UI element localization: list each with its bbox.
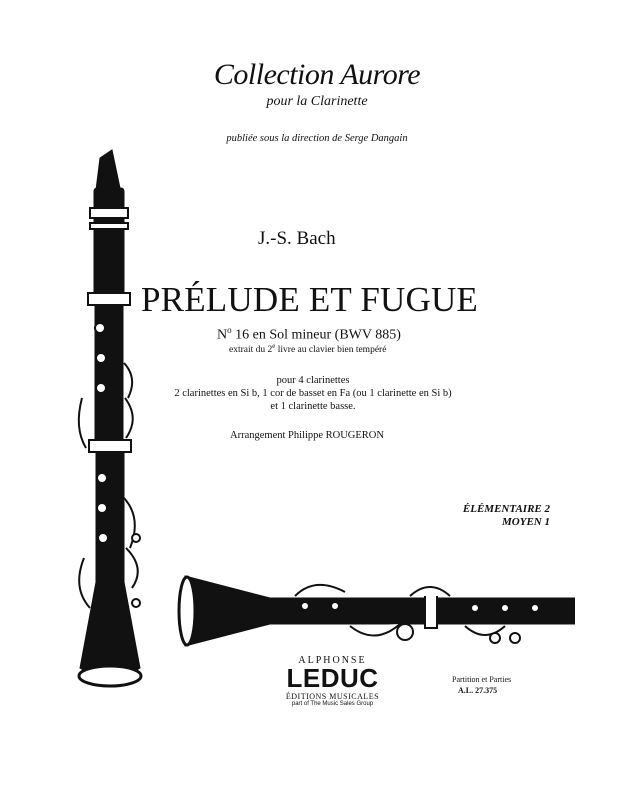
work-source <box>229 342 386 355</box>
level-label: MOYEN 1 <box>502 516 550 528</box>
arranger: Arrangement Philippe ROUGERON <box>230 430 384 441</box>
series-direction: publiée sous la direction de Serge Dangain <box>226 133 408 144</box>
instrumentation-line-1: pour 4 clarinettes <box>276 375 350 386</box>
clarinet-horizontal-icon <box>175 566 575 656</box>
work-number <box>217 325 401 344</box>
series-subtitle: pour la Clarinette <box>266 94 368 109</box>
publisher-name-top: ALPHONSE <box>298 655 367 666</box>
catalog-number: A.L. 27.375 <box>458 686 498 695</box>
publisher-group: part of The Music Sales Group <box>291 701 374 707</box>
work-number-prefix: N <box>217 327 228 343</box>
edition-parts: Partition et Parties <box>452 675 512 684</box>
work-source-post: livre au clavier bien tempéré <box>275 345 387 356</box>
instrumentation-line-2: 2 clarinettes en Si b, 1 cor de basset en Fa (ou 1 clarinette en Si b) <box>174 388 452 399</box>
series-title: Collection Aurore <box>213 58 421 91</box>
instrumentation-line-3: et 1 clarinette basse. <box>270 401 356 412</box>
publisher-logo <box>275 655 390 707</box>
publisher-name: LEDUC <box>286 663 379 693</box>
clarinet-vertical-icon <box>70 148 160 708</box>
work-title: PRÉLUDE ET FUGUE <box>141 280 478 319</box>
work-number-sup: o <box>227 325 232 335</box>
publisher-editions: ÉDITIONS MUSICALES <box>285 692 380 701</box>
work-source-sup: e <box>272 342 276 350</box>
work-number-rest: 16 en Sol mineur (BWV 885) <box>231 327 401 343</box>
work-source-pre: extrait du 2 <box>229 345 273 356</box>
composer: J.-S. Bach <box>258 228 336 249</box>
level-label: ÉLÉMENTAIRE 2 <box>462 503 550 515</box>
